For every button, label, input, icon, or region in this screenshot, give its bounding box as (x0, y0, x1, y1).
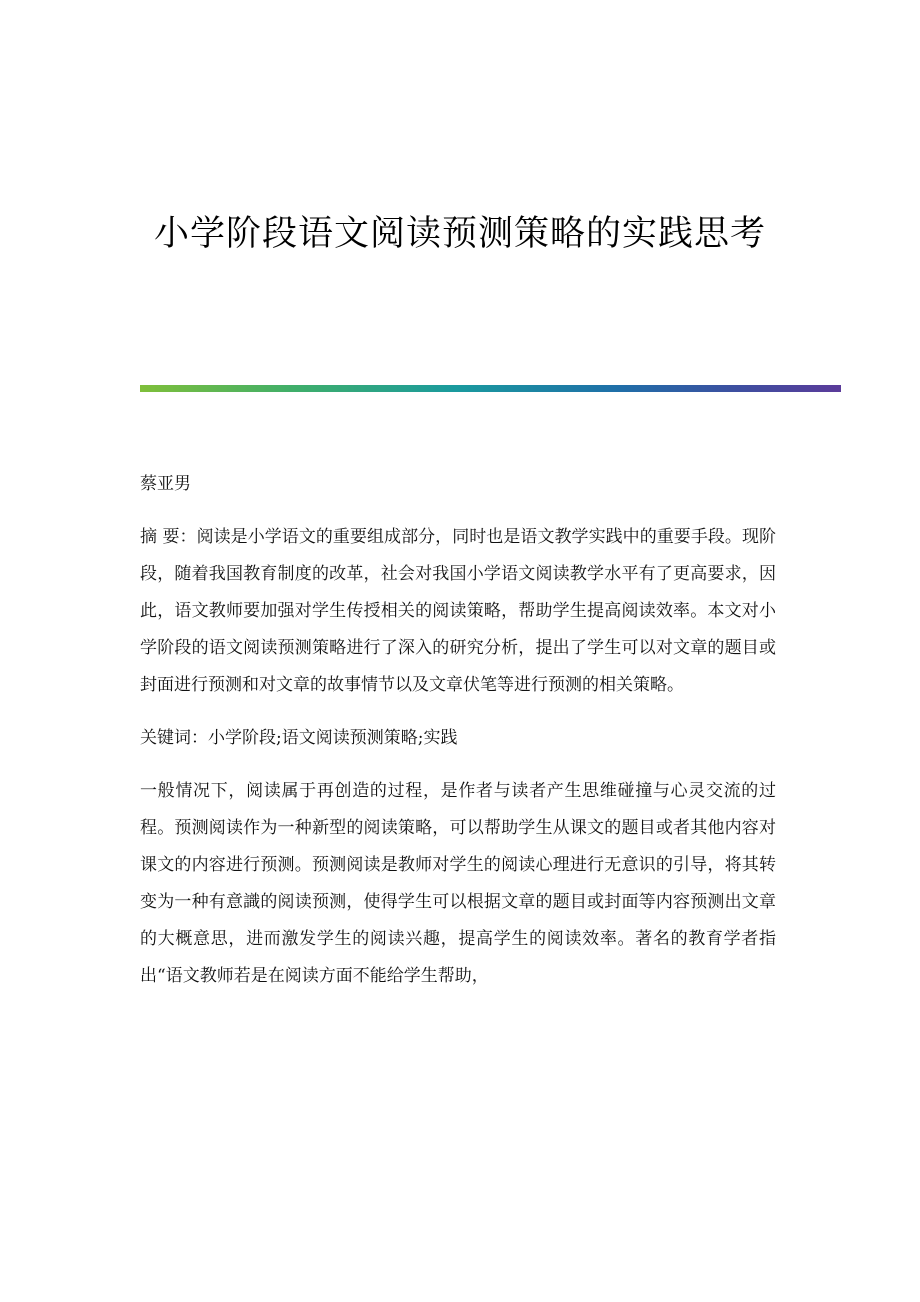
paper-body (140, 466, 776, 995)
abstract (140, 519, 776, 704)
keywords-label: 关键词： (140, 728, 208, 748)
keywords-text: 小学阶段;语文阅读预测策略;实践 (208, 728, 458, 748)
author-name: 蔡亚男 (140, 474, 191, 494)
paper-title: 小学阶段语文阅读预测策略的实践思考 (153, 214, 766, 254)
abstract-label: 摘 要： (140, 527, 197, 547)
gradient-divider (140, 385, 841, 392)
abstract-text: 阅读是小学语文的重要组成部分，同时也是语文教学实践中的重要手段。现阶段，随着我国教育制度的改革，社会对我国小学语文阅读教学水平有了更高要求，因此，语文教师要加强对学生传授相关的阅读策略，帮助学生提高阅读效率。本文对小学阶段的语文阅读预测策略进行了深入的研究分析，提出了学生可以对文章的题目或封面进行预测和对文章的故事情节以及文章伏笔等进行预测的相关策略。 (140, 527, 776, 695)
keywords (140, 720, 776, 757)
body-paragraph: 一般情况下，阅读属于再创造的过程，是作者与读者产生思维碰撞与心灵交流的过程。预测阅读作为一种新型的阅读策略，可以帮助学生从课文的题目或者其他内容对课文的内容进行预测。预测阅读是教师对学生的阅读心理进行无意识的引导，将其转变为一种有意識的阅读预测，使得学生可以根据文章的题目或封面等内容预测出文章的大概意思，进而激发学生的阅读兴趣，提高学生的阅读效率。著名的教育学者指出“语文教师若是在阅读方面不能给学生帮助， (140, 781, 776, 986)
